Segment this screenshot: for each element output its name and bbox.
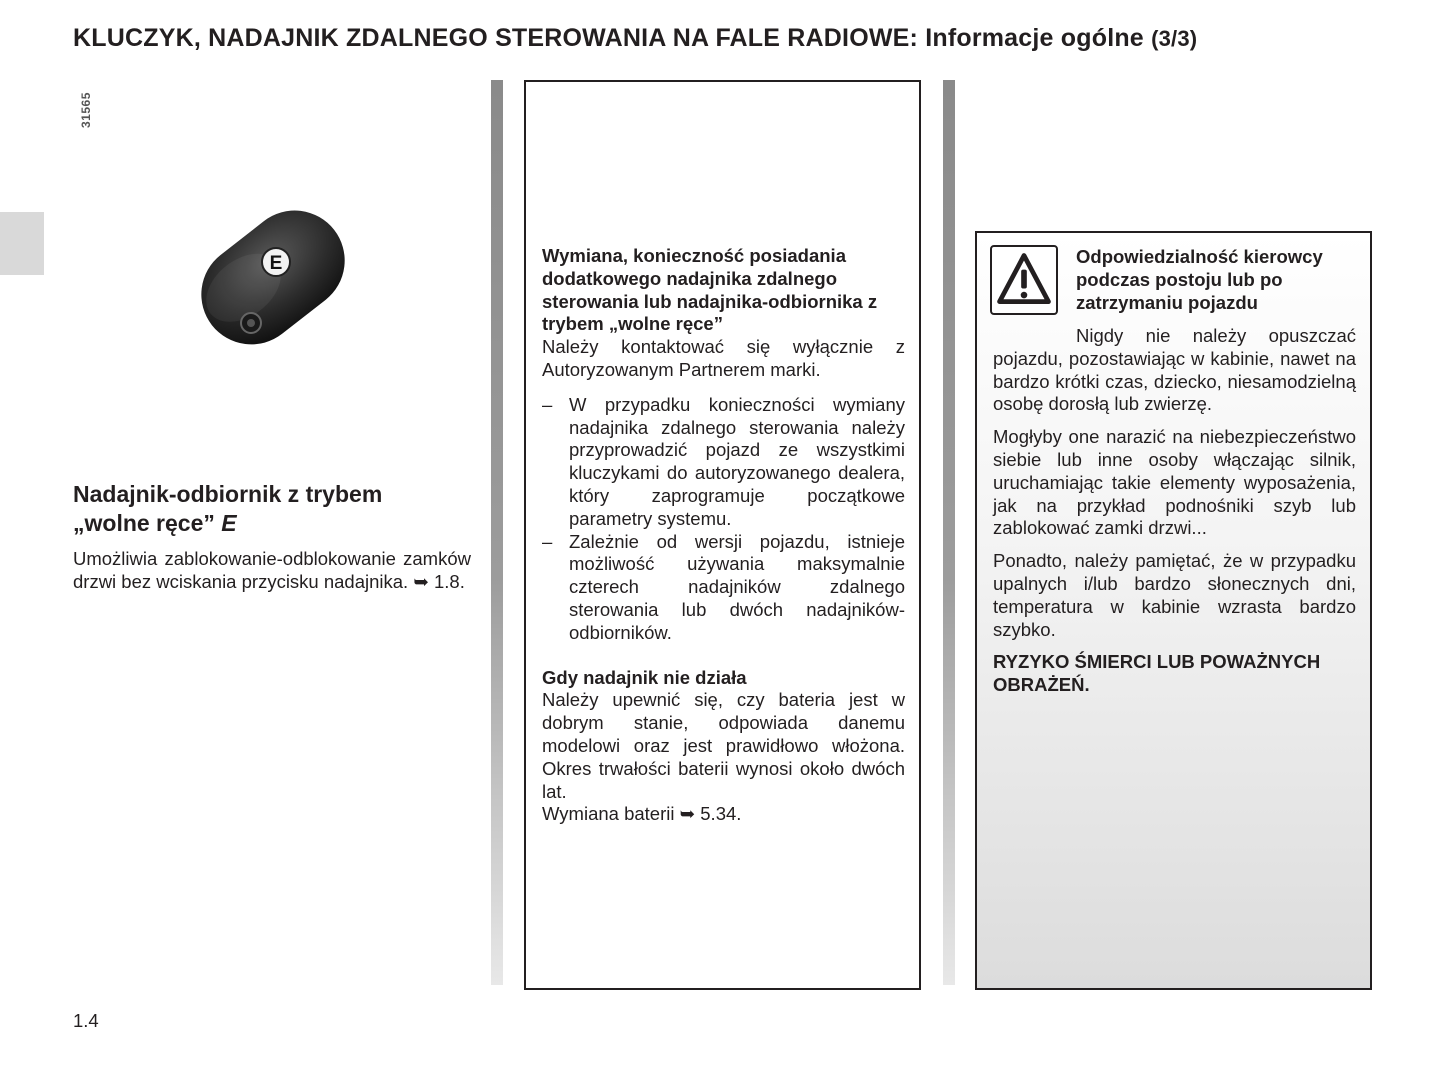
page-subtitle: Informacje ogólne bbox=[925, 24, 1144, 52]
page-reference-link[interactable]: 1.8. bbox=[434, 570, 465, 592]
section-body bbox=[73, 548, 471, 593]
ref-arrow-icon: ➥ bbox=[679, 803, 696, 825]
list-item: – W przypadku konieczności wymiany nadajnika zdalnego sterowania należy przyprowadzić pojazd ze wszystkimi kluczykami do autoryzowanego dealera, który zaprogramuje początkowe parametry systemu. bbox=[542, 394, 905, 531]
left-column bbox=[73, 480, 471, 593]
info-heading-2: Gdy nadajnik nie działa bbox=[542, 666, 747, 688]
warning-emphasis: RYZYKO ŚMIERCI LUB POWAŻNYCH OBRAŻEŃ. bbox=[993, 651, 1321, 696]
warning-title: Odpowiedzialność kierowcy podczas postoju lub po zatrzymaniu pojazdu bbox=[1076, 246, 1323, 313]
section-tab bbox=[0, 212, 44, 275]
figure-number: 31565 bbox=[79, 92, 93, 128]
page-header bbox=[73, 24, 1383, 53]
page-number: 1.4 bbox=[73, 1010, 99, 1031]
info-box bbox=[524, 80, 921, 990]
info-heading: Wymiana, konieczność posiadania dodatkowego nadajnika zdalnego sterowania lub nadajnika-odbiornika z trybem „wolne ręce” bbox=[542, 245, 878, 335]
ref-arrow-icon: ➥ bbox=[413, 570, 429, 592]
column-divider bbox=[943, 80, 955, 985]
info-paragraph-2: Należy upewnić się, czy bateria jest w dobrym stanie, odpowiada danemu modelowi oraz jest prawidłowo włożona. Okres trwałości baterii wynosi około dwóch lat. bbox=[542, 689, 905, 802]
info-list bbox=[542, 394, 905, 645]
section-heading-line1: Nadajnik-odbiornik z trybem bbox=[73, 481, 383, 507]
section-body-text: Umożliwia zablokowanie-odblokowanie zamków drzwi bez wciskania przycisku nadajnika. bbox=[73, 548, 471, 592]
battery-text: Wymiana baterii bbox=[542, 803, 675, 825]
warning-paragraph: Ponadto, należy pamiętać, że w przypadku upalnych i/lub bardzo słonecznych dni, temperatura w kabinie wzrasta bardzo szybko. bbox=[993, 550, 1356, 640]
warning-triangle-icon bbox=[990, 245, 1058, 315]
warning-paragraph: Mogłyby one narazić na niebezpieczeństwo siebie lub inne osoby włączając silnik, uruchamiając takie elementy wyposażenia, jak na przykład podnośniki szyb lub zablokować zamki drzwi... bbox=[993, 426, 1356, 539]
figure-label: E bbox=[269, 253, 283, 274]
page-title: KLUCZYK, NADAJNIK ZDALNEGO STEROWANIA NA FALE RADIOWE: bbox=[73, 24, 919, 52]
section-heading bbox=[73, 480, 471, 538]
info-paragraph: Należy kontaktować się wyłącznie z Autoryzowanym Partnerem marki. bbox=[542, 336, 905, 380]
list-item: – Zależnie od wersji pojazdu, istnieje możliwość używania maksymalnie czterech nadajników zdalnego sterowania lub dwóch nadajników-odbiorników. bbox=[542, 531, 905, 645]
column-divider bbox=[491, 80, 503, 985]
warning-box bbox=[975, 231, 1372, 990]
info-paragraph-3 bbox=[542, 803, 905, 826]
section-heading-line2: „wolne ręce” bbox=[73, 510, 215, 536]
key-fob-icon bbox=[185, 190, 360, 365]
page-count: (3/3) bbox=[1151, 26, 1198, 51]
warning-paragraph: Nigdy nie należy opuszczać pojazdu, pozostawiając w kabinie, nawet na bardzo krótki czas, dziecko, niesamodzielną osobę dorosłą lub zwierzę. bbox=[993, 325, 1356, 415]
page-reference-link[interactable]: 5.34. bbox=[700, 803, 742, 825]
section-heading-ref: E bbox=[221, 510, 237, 536]
